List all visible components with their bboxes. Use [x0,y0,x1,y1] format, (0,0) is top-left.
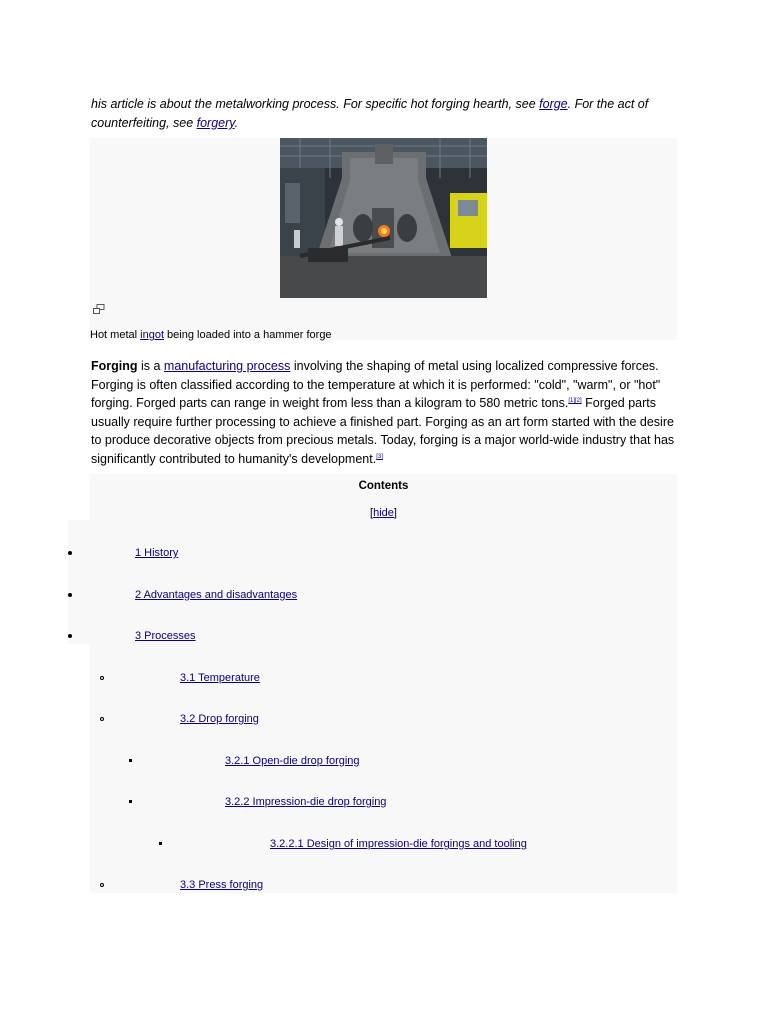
lead-text-1: is a [137,359,164,373]
hatnote [91,95,681,133]
forge-image [280,138,487,298]
reference-1-2[interactable]: [1][2] [568,398,582,405]
hammer-forge-photo[interactable] [280,138,487,298]
toc-item-design-tooling[interactable]: 3.2.2.1 Design of impression-die forgings and tooling [270,838,527,850]
magnify-icon[interactable] [93,304,105,314]
toc-item-temperature[interactable]: 3.1 Temperature [180,672,260,684]
thumbnail-figure [90,138,677,340]
toc-bracket-close: ] [393,507,397,519]
toc-title: Contents [358,480,409,492]
toc-bullet [129,800,132,803]
table-of-contents [90,474,677,893]
hatnote-text: his article is about the metalworking process. For specific hot forging hearth, see [91,97,540,111]
ingot-link[interactable]: ingot [140,329,164,341]
toc-hide-link[interactable]: hide [373,507,394,519]
toc-bullet [68,593,72,597]
toc-background-left [68,520,92,644]
toc-item-advantages[interactable]: 2 Advantages and disadvantages [135,589,298,601]
figure-caption [90,328,332,342]
toc-bullet [159,842,162,845]
toc-item-drop-forging[interactable]: 3.2 Drop forging [180,713,259,725]
toc-bullet [129,759,132,762]
toc-bullet [68,634,72,638]
forgery-link[interactable]: forgery [196,116,235,130]
lead-text-3: Forged parts usually require further processing to achieve a finished part. Forging as an art form started with the desire to produce decorative objects from precious metals. Today, forging is a major world-wide industry that has significantly contributed to humanity's development. [91,396,675,466]
toc-item-history[interactable]: 1 History [135,547,179,559]
toc-item-press-forging[interactable]: 3.3 Press forging [180,879,264,891]
caption-text-2: being loaded into a hammer forge [164,329,332,341]
hatnote-text-2: . For the act of counterfeiting, see [91,97,649,130]
toc-item-processes[interactable]: 3 Processes [135,630,196,642]
toc-bullet [100,717,104,721]
reference-3[interactable]: [3] [376,453,383,460]
toc-bracket-open: [ [370,507,374,519]
toc-bullet [100,883,104,887]
forge-link[interactable]: forge [539,97,568,111]
caption-text: Hot metal [90,329,141,341]
hatnote-text-3: . [234,116,239,130]
toc-item-impression-die[interactable]: 3.2.2 Impression-die drop forging [225,796,387,808]
term-forging: Forging [91,359,138,373]
toc-bullet [68,551,72,555]
lead-paragraph [91,357,679,469]
toc-hide-toggle [90,507,677,519]
manufacturing-process-link[interactable]: manufacturing process [163,359,291,373]
lead-text-2: involving the shaping of metal using localized compressive forces. Forging is often classified according to the temperature at which it is performed: "cold", "warm", or "hot" forging. Forged parts can range in weight from less than a kilogram to 580 metric tons. [91,359,661,411]
toc-bullet [100,676,104,680]
toc-item-open-die[interactable]: 3.2.1 Open-die drop forging [225,755,360,767]
